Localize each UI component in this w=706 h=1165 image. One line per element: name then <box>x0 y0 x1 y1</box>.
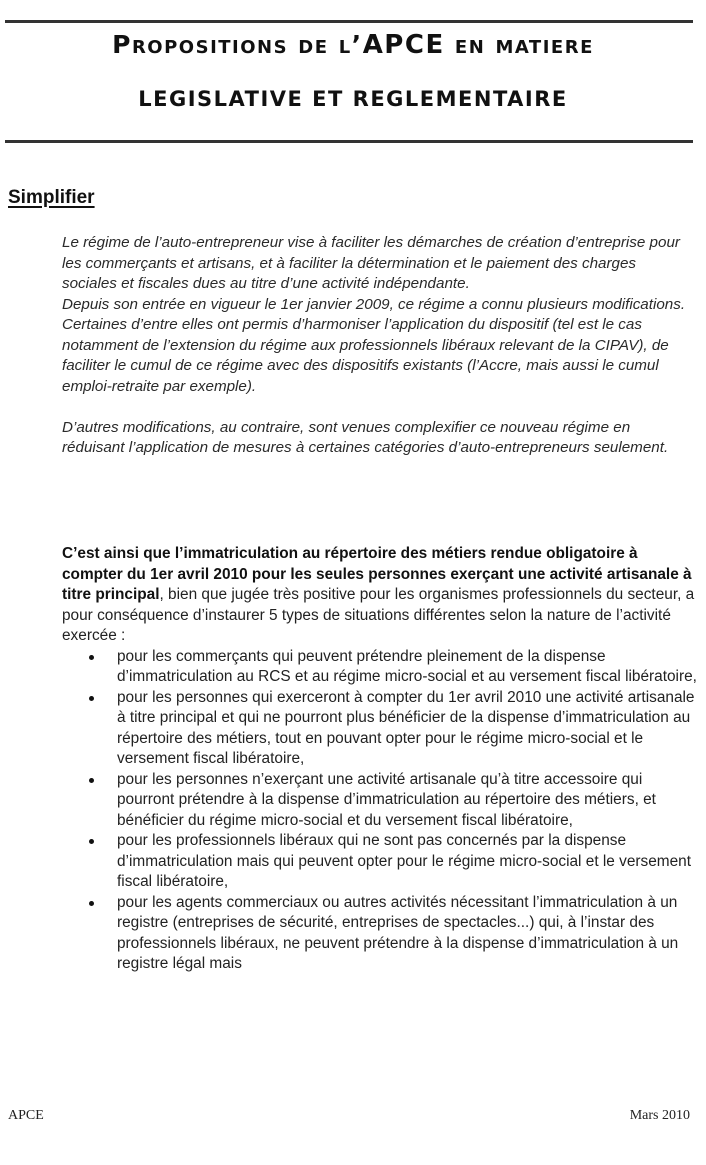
footer-date: Mars 2010 <box>629 1108 690 1123</box>
list-item-text: pour les agents commerciaux ou autres activités nécessitant l’immatriculation à un registre (entreprises de sécurité, entreprises de spectacles...) qui, à l’instar des professionnels libéraux, ne peuvent prétendre à la dispense d’immatriculation à un registre légal mais <box>117 893 679 972</box>
bullet-icon <box>89 696 94 701</box>
title-suffix: en matiere <box>444 30 594 59</box>
bullet-icon <box>89 839 94 844</box>
intro-paragraph: Le régime de l’auto-entrepreneur vise à faciliter les démarches de création d’entreprise pour les commerçants et artisans, et à faciliter la détermination et le paiement des charges sociales et fiscales dues au titre d’une activité indépendante. <box>62 234 680 292</box>
intro-paragraph: Depuis son entrée en vigueur le 1er janvier 2009, ce régime a connu plusieurs modifications. <box>62 295 686 313</box>
main-body <box>62 544 697 975</box>
main-paragraph-regular: , bien que jugée très positive pour les organismes professionnels du secteur, a pour conséquence d’instaurer 5 types de situations différentes selon la nature de l’activité exercée : <box>62 586 695 644</box>
document-title-line-1 <box>0 30 706 60</box>
intro-paragraph: D’autres modifications, au contraire, sont venues complexifier ce nouveau régime en réduisant l’application de mesures à certaines catégories d’auto-entrepreneurs seulement. <box>62 418 669 456</box>
main-paragraph-bold: C’est ainsi que l’immatriculation au répertoire des métiers rendue obligatoire à compter du 1er avril 2010 pour les seules personnes exerçant une activité artisanale à titre principal <box>62 545 692 603</box>
header-rule-bottom <box>5 140 693 143</box>
list-item-text: pour les professionnels libéraux qui ne sont pas concernés par la dispense d’immatriculation mais qui peuvent opter pour le régime micro-social et le versement fiscal libératoire, <box>117 832 691 890</box>
intro-block <box>62 233 692 459</box>
list-item <box>62 647 697 688</box>
list-item <box>62 688 697 770</box>
intro-paragraph: Certaines d’entre elles ont permis d’harmoniser l’application du dispositif (tel est le cas notamment de l’extension du régime aux professionnels libéraux relevant de la CIPAV), de faciliter le cumul de ce régime avec des dispositifs existants (l’Accre, mais aussi le cumul emploi-retraite par exemple). <box>62 316 669 395</box>
bullet-icon <box>89 778 94 783</box>
list-item <box>62 893 697 975</box>
list-item-text: pour les personnes n’exerçant une activité artisanale qu’à titre accessoire qui pourront prétendre à la dispense d’immatriculation au répertoire des métiers, et bénéficier du régime micro-social et du versement fiscal libératoire, <box>117 770 656 829</box>
bullet-icon <box>89 655 94 660</box>
document-title-line-2: LEGISLATIVE ET REGLEMENTAIRE <box>138 87 568 111</box>
situations-list <box>62 647 697 975</box>
list-item-text: pour les personnes qui exerceront à compter du 1er avril 2010 une activité artisanale à titre principal et qui ne pourront plus bénéficier de la dispense d’immatriculation au répertoire des métiers, tout en pouvant opter pour le régime micro-social et le versement fiscal libératoire, <box>117 688 695 767</box>
list-item-text: pour les commerçants qui peuvent prétendre pleinement de la dispense d’immatriculation au RCS et au régime micro-social et au versement fiscal libératoire, <box>117 647 697 685</box>
list-item <box>62 770 697 832</box>
title-prefix: Propositions de l’ <box>112 30 363 59</box>
bullet-icon <box>89 901 94 906</box>
title-acronym: APCE <box>362 30 445 60</box>
main-paragraph <box>62 544 697 647</box>
list-item <box>62 831 697 893</box>
footer-organization: APCE <box>8 1108 44 1123</box>
header-rule-top <box>5 20 693 23</box>
section-heading: Simplifier <box>8 187 95 208</box>
